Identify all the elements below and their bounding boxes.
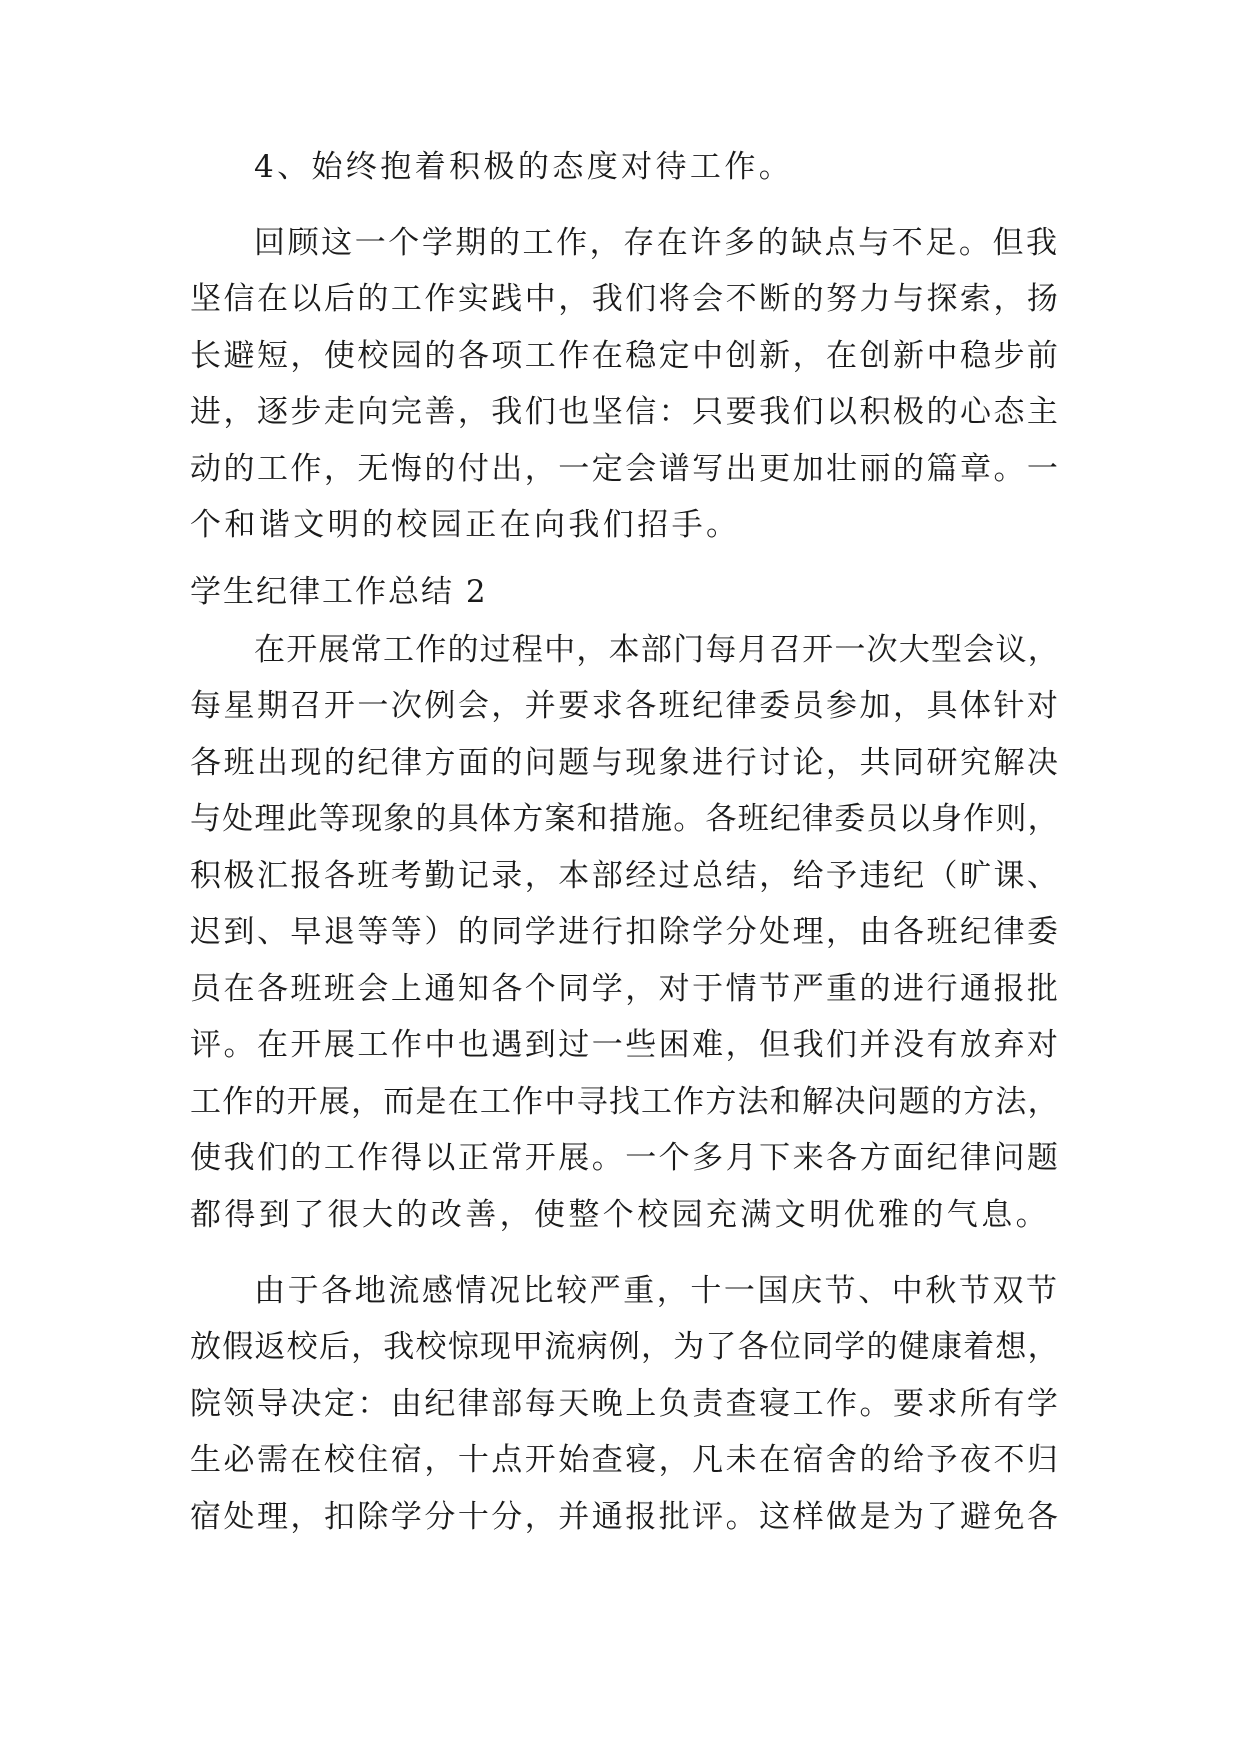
text-line: 由于各地流感情况比较严重，十一国庆节、中秋节双节 — [254, 1273, 1060, 1309]
text-line: 工作的开展，而是在工作中寻找工作方法和解决问题的方法， — [190, 1084, 1060, 1120]
text-line: 放假返校后，我校惊现甲流病例，为了各位同学的健康着想， — [190, 1329, 1060, 1365]
text-line: 回顾这一个学期的工作，存在许多的缺点与不足。但我 — [254, 225, 1060, 261]
text-line: 生必需在校住宿，十点开始查寝，凡未在宿舍的给予夜不归 — [190, 1442, 1061, 1478]
text-line: 在开展常工作的过程中，本部门每月召开一次大型会议， — [254, 632, 1060, 668]
text-line: 长避短，使校园的各项工作在稳定中创新，在创新中稳步前 — [190, 338, 1061, 374]
section-heading: 学生纪律工作总结 2 — [190, 574, 488, 610]
text-line: 进，逐步走向完善，我们也坚信：只要我们以积极的心态主 — [190, 394, 1061, 430]
text-line: 员在各班班会上通知各个同学，对于情节严重的进行通报批 — [190, 971, 1061, 1007]
text-line: 4、始终抱着积极的态度对待工作。 — [254, 149, 794, 185]
text-line: 各班出现的纪律方面的问题与现象进行讨论，共同研究解决 — [190, 745, 1061, 781]
text-line: 都得到了很大的改善，使整个校园充满文明优雅的气息。 — [190, 1197, 1050, 1233]
text-line: 与处理此等现象的具体方案和措施。各班纪律委员以身作则， — [190, 801, 1060, 837]
text-line: 评。在开展工作中也遇到过一些困难，但我们并没有放弃对 — [190, 1027, 1061, 1063]
text-line: 迟到、早退等等）的同学进行扣除学分处理，由各班纪律委 — [190, 914, 1061, 950]
text-line: 宿处理，扣除学分十分，并通报批评。这样做是为了避免各 — [190, 1499, 1061, 1535]
text-line: 坚信在以后的工作实践中，我们将会不断的努力与探索，扬 — [190, 281, 1061, 317]
text-line: 每星期召开一次例会，并要求各班纪律委员参加，具体针对 — [190, 688, 1061, 724]
text-line: 动的工作，无悔的付出，一定会谱写出更加壮丽的篇章。一 — [190, 451, 1061, 487]
text-line: 积极汇报各班考勤记录，本部经过总结，给予违纪（旷课、 — [190, 858, 1061, 894]
text-line: 院领导决定：由纪律部每天晚上负责查寝工作。要求所有学 — [190, 1386, 1061, 1422]
text-line: 个和谐文明的校园正在向我们招手。 — [190, 507, 741, 543]
text-line: 使我们的工作得以正常开展。一个多月下来各方面纪律问题 — [190, 1140, 1061, 1176]
